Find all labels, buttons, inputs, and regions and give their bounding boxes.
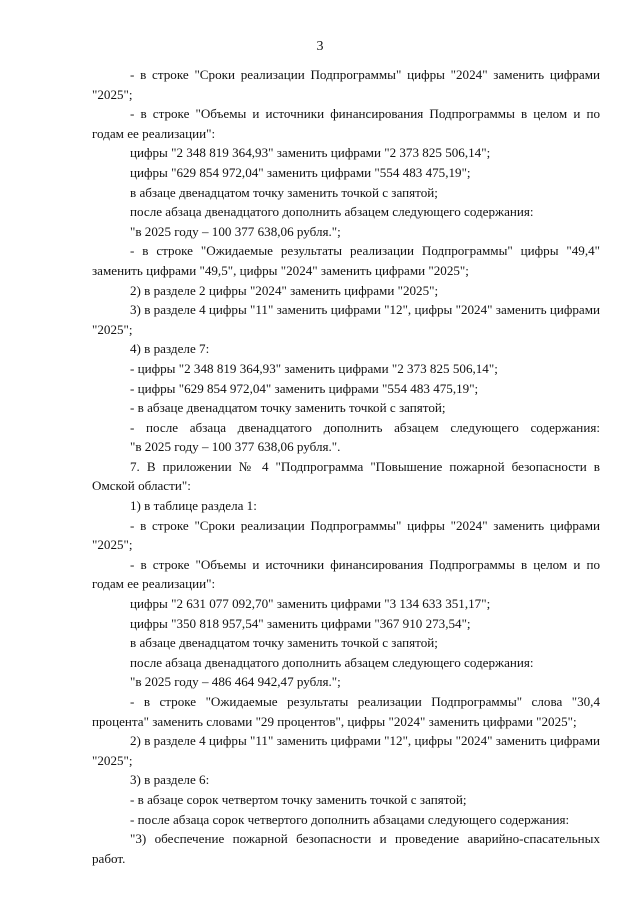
paragraph: 1) в таблице раздела 1: — [130, 498, 257, 514]
paragraph: - в абзаце сорок четвертом точку заменить точкой с запятой; — [130, 791, 467, 807]
paragraph: - цифры "629 854 972,04" заменить цифрами "554 483 475,19"; — [130, 380, 479, 396]
paragraph: - цифры "2 348 819 364,93" заменить цифрами "2 373 825 506,14"; — [130, 360, 498, 376]
paragraph: после абзаца двенадцатого дополнить абзацем следующего содержания: — [130, 654, 534, 670]
paragraph: цифры "2 348 819 364,93" заменить цифрами "2 373 825 506,14"; — [130, 145, 491, 161]
paragraph: цифры "629 854 972,04" заменить цифрами "554 483 475,19"; — [130, 164, 471, 180]
paragraph: 2) в разделе 2 цифры "2024" заменить цифрами "2025"; — [130, 282, 439, 298]
paragraph: - в абзаце двенадцатом точку заменить точкой с запятой; — [130, 400, 446, 416]
paragraph: "3) обеспечение пожарной безопасности и проведение аварийно-спасательных работ. — [92, 831, 600, 866]
paragraph: в абзаце двенадцатом точку заменить точкой с запятой; — [130, 184, 438, 200]
paragraph: 3) в разделе 4 цифры "11" заменить цифрами "12", цифры "2024" заменить цифрами "2025"; — [92, 302, 600, 337]
paragraph: - в строке "Сроки реализации Подпрограммы" цифры "2024" заменить цифрами "2025"; — [92, 67, 600, 102]
paragraph: 3) в разделе 6: — [130, 772, 210, 788]
paragraph: - в строке "Сроки реализации Подпрограммы" цифры "2024" заменить цифрами "2025"; — [92, 517, 600, 553]
paragraph: после абзаца двенадцатого дополнить абзацем следующего содержания: — [130, 204, 534, 220]
page-number: 3 — [316, 39, 324, 54]
paragraph: - после абзаца сорок четвертого дополнить абзацами следующего содержания: — [130, 811, 570, 827]
paragraph: в абзаце двенадцатом точку заменить точкой с запятой; — [130, 635, 438, 651]
paragraph: цифры "2 631 077 092,70" заменить цифрами "3 134 633 351,17"; — [130, 596, 491, 612]
document-body — [92, 65, 600, 868]
paragraph: - после абзаца двенадцатого дополнить абзацем следующего содержания: — [130, 419, 600, 435]
paragraph: - в строке "Ожидаемые результаты реализации Подпрограммы" цифры "49,4" заменить цифрами "49,5", цифры "2024" заменить цифрами "2025"; — [92, 243, 600, 278]
paragraph: 2) в разделе 4 цифры "11" заменить цифрами "12", цифры "2024" заменить цифрами "2025"; — [92, 733, 600, 768]
paragraph: цифры "350 818 957,54" заменить цифрами "367 910 273,54"; — [130, 615, 471, 631]
paragraph: "в 2025 году – 486 464 942,47 рубля."; — [130, 674, 341, 690]
paragraph: 7. В приложении № 4 "Подпрограмма "Повышение пожарной безопасности в Омской области": — [92, 458, 600, 494]
paragraph: "в 2025 году – 100 377 638,06 рубля."; — [130, 223, 341, 239]
paragraph: - в строке "Объемы и источники финансирования Подпрограммы в целом и по годам ее реализации": — [92, 556, 600, 592]
paragraph: 4) в разделе 7: — [130, 341, 210, 357]
paragraph: - в строке "Объемы и источники финансирования Подпрограммы в целом и по годам ее реализации": — [92, 106, 600, 141]
paragraph: - в строке "Ожидаемые результаты реализации Подпрограммы" слова "30,4 процента" заменить словами "29 процентов", цифры "2024" заменить цифрами "2025"; — [92, 694, 600, 729]
paragraph: "в 2025 году – 100 377 638,06 рубля.". — [130, 439, 341, 455]
